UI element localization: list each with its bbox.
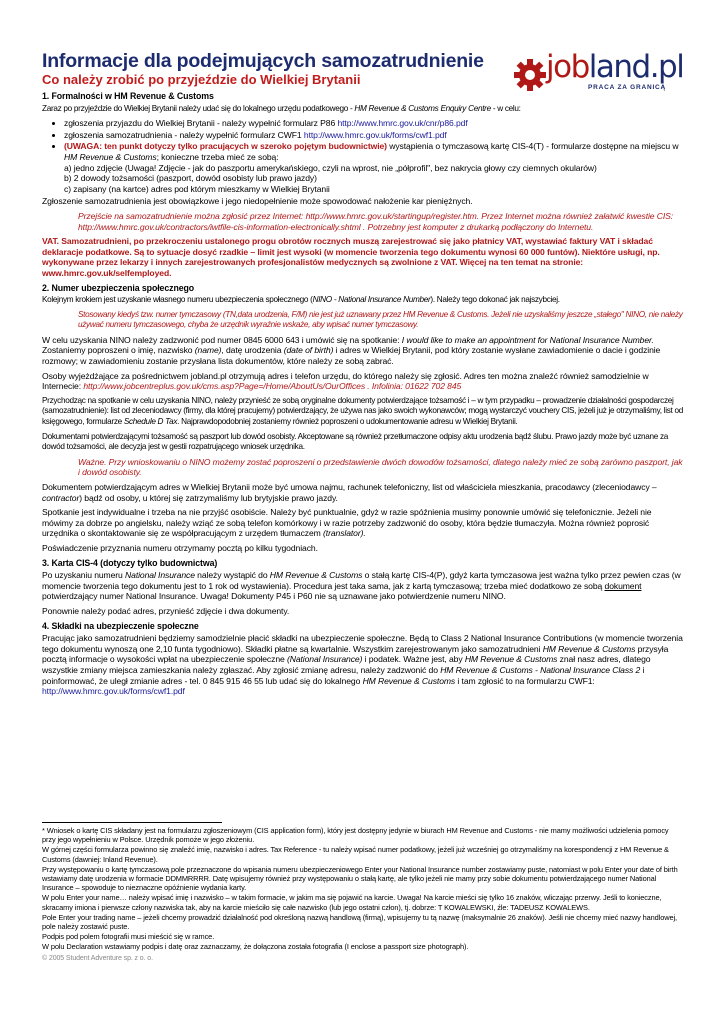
gear-icon xyxy=(512,57,548,93)
s3-repeat: Ponownie należy podać adres, przynieść zdjęcie i dwa dokumenty. xyxy=(42,605,290,616)
s1-intro: Zaraz po przyjeździe do Wielkiej Brytanii należy udać się do lokalnego urzędu podatkowego - HM Revenue & Customs Enquiry Centre - w celu: xyxy=(42,103,521,113)
page-title: Informacje dla podejmujących samozatrudnienie xyxy=(42,50,484,72)
p86-link[interactable]: http://www.hmrc.gov.uk/cnr/p86.pdf xyxy=(337,118,468,129)
section-4-heading: 4. Składki na ubezpieczenie społeczne xyxy=(42,620,199,631)
s2-office-address: Osoby wyjeżdżające za pośrednictwem jobland.pl otrzymują adres i telefon urzędu, do którego należy się zgłosić. Adres ten można znaleźć również samodzielnie w Internecie: http://www.jobcentreplus.gov.uk/cms.asp?Page=/Home/AboutUs/OurOffices . Infolinia: 01622 702 845 xyxy=(42,370,649,392)
document-body xyxy=(42,91,684,697)
s3-card: Po uzyskaniu numeru National Insurance należy wystąpić do HM Revenue & Customs o stałą kartę CIS-4(P), gdyż karta tymczasowa jest ważna tylko przez pewien czas (w momencie tworzenia tego dokumentu jest to 1 rok od wystawienia). Procedura jest taka sama, jak z kartą tymczasową; trzeba mieć dodatkowo ze sobą dokument potwierdzający numer National Insurance. Uwaga! Dokumenty P45 i P60 nie są uznawane jako potwierdzenie numeru NINO. xyxy=(42,570,681,602)
cwf1-link-2[interactable]: http://www.hmrc.gov.uk/forms/cwf1.pdf xyxy=(42,686,185,697)
s2-note-temp-number: Stosowany kiedyś tzw. numer tymczasowy (TN,data urodzenia, F/M) nie jest już uznawany przez HM Revenue & Customs. Jeżeli nie uzyskaliśmy jeszcze „stałego" NINO, nie należy używać numeru tymczasowego, chyba że urzędnik wyraźnie wskaże, aby wpisać numer tymczasowy. xyxy=(78,309,683,330)
s2-confirmation: Poświadczenie przyznania numeru otrzymamy pocztą po kilku tygodniach. xyxy=(42,542,318,553)
logo-wordmark: jobland.pl xyxy=(546,49,684,85)
footnote-item: W górnej części formularza powinno się znaleźć imię, nazwisko i adres. Tax Reference - tu należy wpisać numer podatkowy, jeżeli już wcześniej go otrzymaliśmy na korespondencji z HM Revenue & Customs (dawniej: Inland Revenue). xyxy=(42,845,669,864)
s2-documents: Przychodząc na spotkanie w celu uzyskania NINO, należy przynieść ze sobą oryginalne dokumenty potwierdzające tożsamość i – w tym przypadku – prowadzenie działalności gospodarczej (samozatrudnienie): list od zleceniodawcy (firmy, dla której pracujemy) potwierdzający, że używa nas jako swoich wykonawców; mogą wystarczyć vouchery CIS, jeżeli już je otrzymaliśmy, list od księgowego, formularze Schedule D Tax. Najprawdopodobniej zostaniemy również poproszeni o udokumentowanie adresu w Wielkiej Brytanii. xyxy=(42,395,684,427)
list-item: • zgłoszenia przyjazdu do Wielkiej Brytanii - należy wypełnić formularz P86 http://www.hmrc.gov.uk/cnr/p86.pdf xyxy=(64,118,684,129)
list-item: • (UWAGA: ten punkt dotyczy tylko pracujących w szeroko pojętym budownictwie) wystąpienia o tymczasową kartę CIS-4(T) - formularze dostępne na miejscu w HM Revenue & Customs; konieczne trzeba mieć ze sobą: a) jedno zdjęcie (Uwaga! Zdjęcie - jak do paszportu amerykańskiego, czyli na wprost, nie „półprofil", bez nakrycia głowy czy ciemnych okularów) b) 2 dowody tożsamości (paszport, dowód osobisty lub prawo jazdy) c) zapisany (na kartce) adres pod którym mieszkamy w Wielkiej Brytanii xyxy=(64,141,684,194)
list-item: • zgłoszenia samozatrudnienia - należy wypełnić formularz CWF1 http://www.hmrc.gov.uk/forms/cwf1.pdf xyxy=(64,130,684,141)
footnote-item: Przy występowaniu o kartę tymczasową pole przeznaczone do wpisania numeru ubezpieczeniowego Enter your National Insurance number zostawiamy puste, natomiast w polu Enter your date of birth wstawiamy datę urodzenia w formacie DDMMRRRR. Datę wpisujemy również przy występowaniu o stałą kartę, ale tylko jeżeli nie mamy przy sobie dokumentu potwierdzającego numer National Insurance – spowoduje to nieznaczne opóźnienie wydania karty. xyxy=(42,864,678,893)
footnote-item: * Wniosek o kartę CIS składany jest na formularzu zgłoszeniowym (CIS application form), który jest dostępny jedynie w biurach HM Revenue and Customs - nie mamy możliwości udzielenia pomocy przy jego wypełnieniu w Polsce. Urzędnik pomoże w jego złożeniu. xyxy=(42,826,669,845)
s2-meeting: Spotkanie jest indywidualne i trzeba na nie przyjść osobiście. Należy być punktualnie, gdyż w razie spóźnienia musimy ponownie umówić się telefonicznie. Jeżeli nie mówimy za dobrze po angielsku, należy wziąć ze sobą telefon komórkowy i w razie potrzeby zadzwonić do osoby, która będzie tłumaczyła. Można również poprosić urzędnika o skontaktowanie się ze współpracującym z urzędem tłumaczem (translator). xyxy=(42,507,652,539)
footnote-item: Pole Enter your trading name – jeżeli chcemy prowadzić działalność pod określoną nazwą handlową (firmą), wpisujemy tu tą nazwę (maksymalnie 26 znaków). Jeśli nie chcemy mieć nazwy handlowej, pole należy zostawić puste. xyxy=(42,912,677,932)
s2-intro: Kolejnym krokiem jest uzyskanie własnego numeru ubezpieczenia społecznego (NINO - National Insurance Number). Należy tego dokonać jak najszybciej. xyxy=(42,295,560,305)
footnote-item: W polu Declaration wstawiamy podpis i datę oraz zaznaczamy, że dołączona została fotografia (I enclose a passport size photograph). xyxy=(42,942,469,952)
s1-list xyxy=(42,118,684,194)
s1-obligation: Zgłoszenie samozatrudnienia jest obowiązkowe i jego niedopełnienie może spowodować nałożenie kar pieniężnych. xyxy=(42,196,473,207)
jobland-logo[interactable] xyxy=(512,49,684,97)
page-subtitle: Co należy zrobić po przyjeździe do Wielkiej Brytanii xyxy=(42,72,361,87)
section-2-heading: 2. Numer ubezpieczenia społecznego xyxy=(42,282,195,293)
section-3-heading: 3. Karta CIS-4 (dotyczy tylko budownictwa) xyxy=(42,557,218,568)
footnote-item: Podpis pod polem fotografii musi mieścić się w ramce. xyxy=(42,932,215,942)
s2-address-proof: Dokumentem potwierdzającym adres w Wielkiej Brytanii może być umowa najmu, rachunek telefoniczny, list od właściciela mieszkania, pracodawcy (zleceniodawcy – contractor) bądź od osoby, u której się zatrzymaliśmy lub brytyjskie prawo jazdy. xyxy=(42,482,657,503)
footnote-divider xyxy=(42,822,222,823)
s1-note-online: Przejście na samozatrudnienie można zgłosić przez Internet: http://www.hmrc.gov.uk/startingup/register.htm. Przez Internet można również załatwić kwestie CIS: http://www.hmrc.gov.uk/contractors/iwtfile-cis-information-electronically.shtml . Potrzebny jest komputer z drukarką podłączony do Internetu. xyxy=(78,210,674,232)
logo-tagline: PRACA ZA GRANICĄ xyxy=(588,84,667,91)
s2-appointment: W celu uzyskania NINO należy zadzwonić pod numer 0845 6000 643 i umówić się na spotkanie: I would like to make an appointment for National Insurance Number. Zostaniemy poproszeni o imię, nazwisko (name), datę urodzenia (date of birth) i adres w Wielkiej Brytanii, pod który zostanie wysłane zawiadomienie o dacie i godzinie rozmowy; w zawiadomieniu zostanie przysłana lista dokumentów, które należy ze sobą zabrać. xyxy=(42,334,661,367)
cwf1-link[interactable]: http://www.hmrc.gov.uk/forms/cwf1.pdf xyxy=(303,129,447,140)
vat-info: VAT. Samozatrudnieni, po przekroczeniu ustalonego progu obrotów rocznych muszą zarejestrować się jako płatnicy VAT, wystawiać faktury VAT i składać deklaracje podatkowe. Są to sytuacje dosyć rzadkie – limit jest wysoki (w momencie tworzenia tego dokumentu wynosi 60 000 funtów). Niektóre usługi, np. wykonywane przez lekarzy i innych zarejestrowanych profesjonalistów medycznych są zwolnione z VAT. Więcej na ten temat na stronie: www.hmrc.gov.uk/selfemployed. xyxy=(42,236,660,278)
s4-contributions: Pracując jako samozatrudnieni będziemy samodzielnie płacić składki na ubezpieczenie społeczne. Będą to Class 2 National Insurance Contributions (w momencie tworzenia tego dokumentu wynoszą one 2,10 funta tygodniowo). Składki płatne są kwartalnie. Wszystkim zarejestrowanym jako samozatrudnieni HM Revenue & Customs przysyła pocztą informacje o wysokości wpłat na ubezpieczenie społeczne (National Insurance) i podatek. Ważne jest, aby HM Revenue & Customs znał nasz adres, dlatego wszystkie zmiany miejsca zamieszkania należy zgłaszać. Aby zgłosić zmianę adresu, należy zadzwonić do HM Revenue & Customs - National Insurance Class 2 i poinformować, że uległ zmianie adres - tel. 0 845 915 46 55 lub udać się do lokalnego HM Revenue & Customs i tam zgłosić to na formularzu CWF1: http://www.hmrc.gov.uk/forms/cwf1.pdf xyxy=(42,633,683,697)
s2-identity: Dokumentami potwierdzającymi tożsamość są paszport lub dowód osobisty. Akceptowane są również przetłumaczone odpisy aktu urodzenia bądź ślubu. Prawo jazdy może być uznane za dowód tożsamości, ale decyzja jest w gestii rozpatrującego wniosek urzędnika. xyxy=(42,431,669,452)
section-1-heading: 1. Formalności w HM Revenue & Customs xyxy=(42,91,214,101)
footnote-item: W polu Enter your name… należy wpisać imię i nazwisko – w takim formacie, w jakim ma się pojawić na karcie. Uwaga! Na karcie mieści się tylko 16 znaków, wliczając przerwy. Jeśli to konieczne, skracamy imiona i pierwsze człony nazwiska tak, aby na karcie mieściło się całe nazwisko (lub jego ostatni człon), tj. dobrze: T KOWALEWSKI, źle: TADEUSZ KOWALEWS. xyxy=(42,893,662,912)
jobcentre-link[interactable]: http://www.jobcentreplus.gov.uk/cms.asp?Page=/Home/AboutUs/OurOffices . Infolinia: 01622 702 845 xyxy=(83,381,462,392)
footnotes xyxy=(42,822,684,963)
s2-note-important: Ważne. Przy wnioskowaniu o NINO możemy zostać poproszeni o przedstawienie dwóch dowodów tożsamości, dlatego należy mieć ze sobą zarówno paszport, jak i dowód osobisty. xyxy=(78,456,683,478)
copyright: © 2005 Student Adventure sp. z o. o. xyxy=(42,954,153,962)
